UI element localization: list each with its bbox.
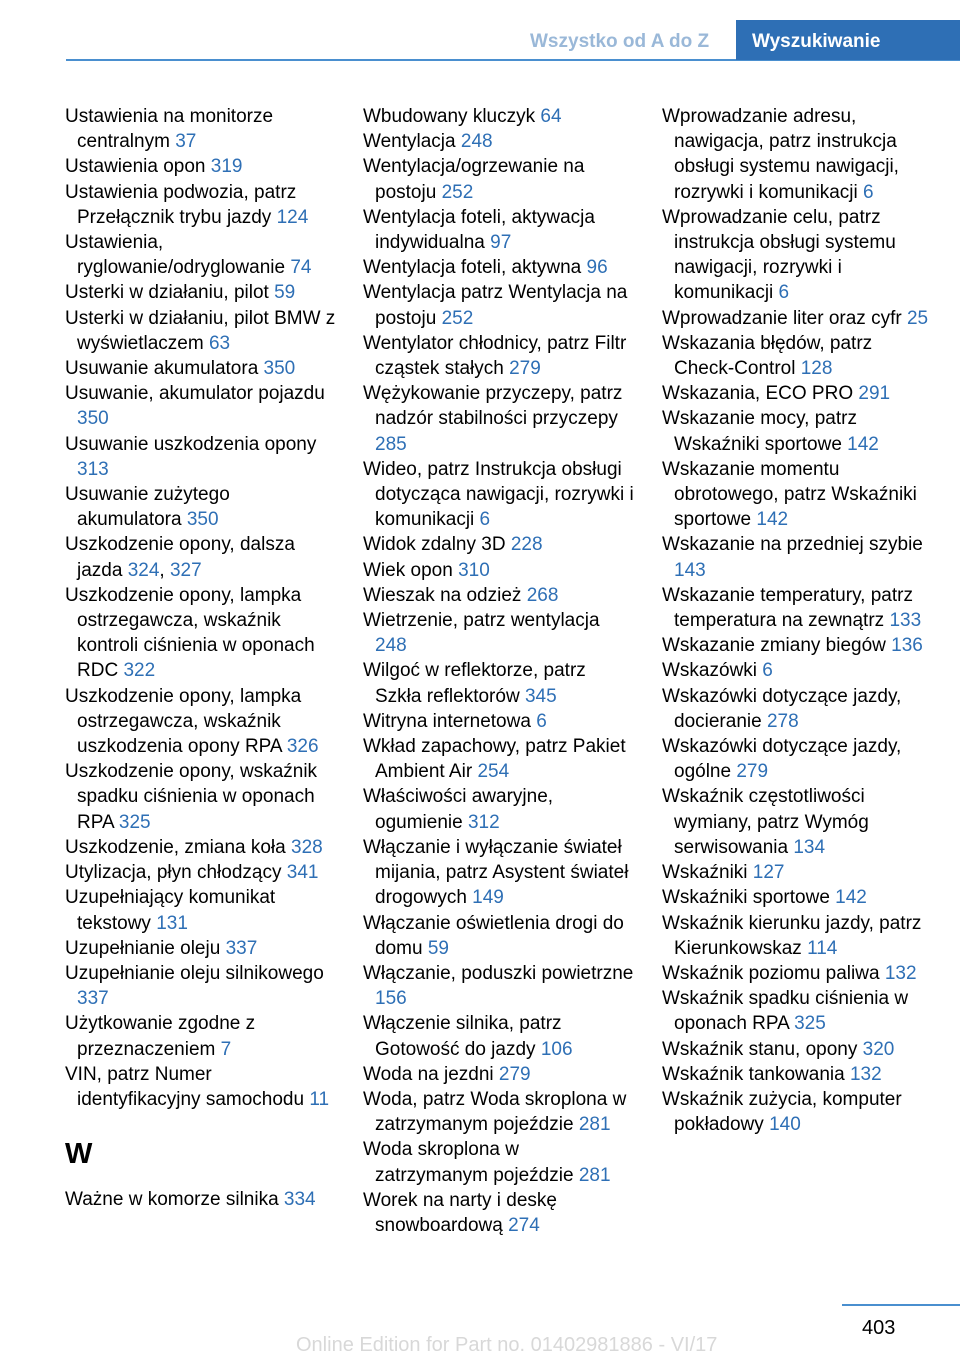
page-link[interactable]: 268 <box>526 584 559 606</box>
page-link[interactable]: 37 <box>175 131 197 153</box>
index-entry-text: Włączenie silnika, patrz Gotowość do jazdy <box>363 1013 562 1060</box>
index-entry <box>363 381 635 457</box>
index-entry-text: Wskaźnik poziomu paliwa <box>662 962 880 984</box>
page-link[interactable]: 252 <box>441 181 474 203</box>
index-entry-text: Wskazówki dotyczące jazdy, docieranie <box>662 685 902 732</box>
index-entry <box>65 154 337 179</box>
index-entry <box>363 1188 635 1238</box>
index-entry-text: Usuwanie akumulatora <box>65 358 259 380</box>
index-entry-text: Wkład zapachowy, patrz Pakiet Ambient Air <box>363 736 626 783</box>
index-entry <box>662 1062 934 1087</box>
index-entry <box>662 986 934 1036</box>
index-entry-text: Usterki w działaniu, pilot BMW z wyświetlaczem <box>65 307 336 354</box>
index-entry-text: Uszkodzenie opony, lampka ostrzegawcza, wskaźnik uszkodzenia opony RPA <box>65 685 302 758</box>
index-entry-text: Wskaźnik kierunku jazdy, patrz Kierunkowskaz <box>662 912 922 959</box>
index-entry <box>363 154 635 204</box>
index-entry-text: Wilgoć w reflektorze, patrz Szkła reflektorów <box>363 660 586 707</box>
page-link[interactable]: 74 <box>290 257 312 279</box>
page-number: 403 <box>862 1317 896 1339</box>
index-entry <box>363 558 635 583</box>
index-entry <box>363 835 635 911</box>
index-entry-text: Wskazówki <box>662 660 758 682</box>
index-entry-text: Wentylacja foteli, aktywacja indywidualna <box>363 206 595 254</box>
page-link[interactable]: 281 <box>578 1164 611 1186</box>
index-entry-text: Usuwanie uszkodzenia opony <box>65 433 317 455</box>
index-entry <box>363 205 635 255</box>
page-link[interactable]: 228 <box>510 534 543 556</box>
page-link[interactable]: 281 <box>578 1114 611 1136</box>
page-link[interactable]: 319 <box>210 156 243 178</box>
index-entry-text: Wskazania, ECO PRO <box>662 383 854 405</box>
page-link[interactable]: 278 <box>766 710 799 732</box>
page-link[interactable]: 11 <box>309 1088 330 1110</box>
index-entry <box>363 104 635 129</box>
index-entry <box>65 684 337 760</box>
index-entry-text: Usuwanie, akumulator pojazdu <box>65 383 325 405</box>
index-entry-text: Wskazania błędów, patrz Check-Control <box>662 332 873 380</box>
index-entry-text: Wężykowanie przyczepy, patrz nadzór stabilności przyczepy <box>363 383 623 430</box>
index-entry <box>662 961 934 986</box>
index-entry <box>662 306 934 331</box>
index-entry-text: Wprowadzanie adresu, nawigacja, patrz instrukcja obsługi systemu nawigacji, rozrywki i komunikacji <box>662 106 899 203</box>
index-entry-text: Wideo, patrz Instrukcja obsługi dotycząca nawigacji, rozrywki i komunikacji <box>363 458 634 531</box>
index-entry-text: Wskaźnik częstotliwości wymiany, patrz Wymóg serwisowania <box>662 786 869 858</box>
page-link[interactable]: 7 <box>220 1038 232 1060</box>
page-link[interactable]: 322 <box>123 660 156 682</box>
page-link[interactable]: 156 <box>375 988 407 1010</box>
page-link[interactable]: 341 <box>286 862 319 884</box>
index-entry <box>363 961 635 1011</box>
index-entry <box>363 658 635 708</box>
page-link[interactable]: 63 <box>208 332 231 354</box>
index-entry <box>363 734 635 784</box>
index-entry <box>65 381 337 431</box>
index-entry <box>65 961 337 1011</box>
index-entry <box>363 709 635 734</box>
index-entry-text: Wskaźniki sportowe <box>662 887 830 909</box>
index-entry <box>65 936 337 961</box>
page-link[interactable]: 279 <box>498 1063 531 1085</box>
page-link[interactable]: 124 <box>276 206 309 228</box>
index-entry-text: Utylizacja, płyn chłodzący <box>65 862 282 884</box>
index-entry-text: Wskaźniki <box>662 862 748 884</box>
index-entry-text: Uszkodzenie opony, dalsza jazda <box>65 534 295 581</box>
page-link[interactable]: 132 <box>849 1063 882 1085</box>
index-entry <box>662 1037 934 1062</box>
index-entry <box>363 457 635 533</box>
page-link[interactable]: 59 <box>274 282 296 304</box>
active-tab-label: Wyszukiwanie <box>752 31 881 52</box>
index-entry-text: Ustawienia na monitorze centralnym <box>65 106 274 153</box>
index-entry <box>363 532 635 557</box>
index-entry-text: Woda na jezdni <box>363 1063 494 1085</box>
index-entry <box>65 885 337 935</box>
index-entry-text: Woda, patrz Woda skroplona w zatrzymanym pojeździe <box>363 1088 627 1136</box>
index-entry-text: Wentylator chłodnicy, patrz Filtr cząstek stałych <box>363 332 627 380</box>
index-entry <box>363 255 635 280</box>
page-link[interactable]: 279 <box>736 761 769 783</box>
page-link[interactable]: 254 <box>477 761 510 783</box>
index-entry <box>65 230 337 280</box>
index-entry-text: Widok zdalny 3D <box>363 534 506 556</box>
index-entry <box>363 608 635 658</box>
page-link[interactable]: 350 <box>186 509 219 531</box>
page-link[interactable]: 325 <box>794 1013 826 1035</box>
index-entry-text: VIN, patrz Numer identyfikacyjny samochodu <box>65 1063 305 1110</box>
index-entry-text: Wskaźnik tankowania <box>662 1063 845 1085</box>
index-entry <box>662 734 934 784</box>
page-link[interactable]: 142 <box>835 887 867 909</box>
page-link[interactable]: 114 <box>807 937 838 959</box>
index-entry <box>662 684 934 734</box>
index-entry <box>363 784 635 834</box>
index-entry-text: Wskazanie momentu obrotowego, patrz Wskaźniki sportowe <box>662 458 917 531</box>
index-entry <box>65 104 337 154</box>
page-link[interactable]: 64 <box>540 106 562 127</box>
page-link[interactable]: 142 <box>756 509 789 531</box>
page-link[interactable]: 310 <box>458 559 490 581</box>
index-entry <box>662 860 934 885</box>
index-entry <box>65 180 337 230</box>
index-entry-text: Ustawienia opon <box>65 156 206 178</box>
page-link[interactable]: 324 <box>127 559 160 581</box>
index-entry-text: Wprowadzanie celu, patrz instrukcja obsługi systemu nawigacji, rozrywki i komunikacji <box>662 206 896 304</box>
index-entry <box>363 1011 635 1061</box>
page-link[interactable]: 106 <box>540 1038 573 1060</box>
index-entry <box>662 784 934 860</box>
index-entry-text: Ważne w komorze silnika <box>65 1189 279 1211</box>
index-entry: Uszkodzenie opony, dalsza jazda 324, 327 <box>65 534 295 581</box>
page-link[interactable]: 132 <box>884 962 917 984</box>
page-link[interactable]: 59 <box>427 937 449 959</box>
index-entry-text: Wentylacja foteli, aktywna <box>363 257 582 279</box>
index-entry <box>662 633 934 658</box>
index-entry <box>662 911 934 961</box>
page-link[interactable]: 328 <box>291 836 323 858</box>
index-entry <box>662 583 934 633</box>
index-entry <box>363 583 635 608</box>
page-link[interactable]: 140 <box>769 1114 801 1136</box>
index-column-3 <box>662 104 934 1137</box>
index-entry-text: Wprowadzanie liter oraz cyfr <box>662 307 902 329</box>
page-link[interactable]: 6 <box>479 509 491 531</box>
page-link[interactable]: 312 <box>467 811 500 833</box>
page-link[interactable]: 97 <box>490 232 512 254</box>
index-entry-text: Wietrzenie, patrz wentylacja <box>363 610 600 632</box>
index-entry <box>363 1087 635 1137</box>
page-link[interactable]: 291 <box>858 383 891 405</box>
index-entry <box>65 432 337 482</box>
index-entry <box>363 1062 635 1087</box>
index-entry-text: Uzupełnianie oleju silnikowego <box>65 962 324 984</box>
index-entry-text: Usuwanie zużytego akumulatora <box>65 484 230 531</box>
page-link[interactable]: 143 <box>674 559 706 581</box>
page-link[interactable]: 128 <box>800 358 833 380</box>
page-link[interactable]: 248 <box>460 131 493 153</box>
index-entry <box>363 911 635 961</box>
page-link[interactable]: 149 <box>472 887 504 909</box>
page-link[interactable]: 6 <box>762 660 773 682</box>
index-entry-text: Wskaźnik spadku ciśnienia w oponach RPA <box>662 988 909 1035</box>
index-entry-text: Użytkowanie zgodne z przeznaczeniem <box>65 1013 256 1060</box>
page-link[interactable]: 337 <box>77 988 109 1010</box>
index-entry <box>363 1137 635 1187</box>
page-link[interactable]: 134 <box>793 836 826 858</box>
index-entry <box>662 1087 934 1137</box>
index-entry-text: Wentylacja patrz Wentylacja na postoju <box>363 282 628 329</box>
index-entry <box>65 583 337 684</box>
page-link[interactable]: 133 <box>889 610 922 632</box>
index-entry <box>662 331 934 381</box>
index-entry-text: Wskazanie na przedniej szybie <box>662 534 923 556</box>
edition-footer: Online Edition for Part no. 01402981886 - VI/17 <box>296 1334 718 1356</box>
index-entry-text: Wskazanie mocy, patrz Wskaźniki sportowe <box>662 408 857 455</box>
page-link[interactable]: 25 <box>906 307 929 329</box>
index-entry <box>662 381 934 406</box>
index-column-2 <box>363 104 635 1238</box>
index-letter-heading: W <box>65 1138 93 1171</box>
index-entry <box>65 306 337 356</box>
index-entry <box>662 457 934 533</box>
index-entry-text: Wskaźnik zużycia, komputer pokładowy <box>662 1088 902 1136</box>
index-entry-text: Włączanie i wyłączanie świateł mijania, patrz Asystent świateł drogowych <box>363 836 629 909</box>
page-link[interactable]: 136 <box>891 635 923 657</box>
index-entry-text: Wskazówki dotyczące jazdy, ogólne <box>662 736 902 783</box>
index-entry <box>662 205 934 306</box>
page-link[interactable]: 320 <box>862 1038 895 1060</box>
index-entry-text: Wbudowany kluczyk <box>363 106 536 127</box>
page-link[interactable]: 279 <box>509 358 541 380</box>
index-entry-text: Uzupełniający komunikat tekstowy <box>65 887 276 934</box>
page-link[interactable]: 325 <box>118 811 151 833</box>
active-tab[interactable] <box>736 20 960 60</box>
index-entry-text: Włączanie oświetlenia drogi do domu <box>363 912 624 959</box>
page-link[interactable]: 131 <box>156 912 188 934</box>
page-link[interactable]: 6 <box>536 710 547 732</box>
page-link[interactable]: 6 <box>778 282 790 304</box>
page-link[interactable]: 350 <box>263 358 296 380</box>
index-entry <box>65 759 337 835</box>
page-link[interactable]: 274 <box>508 1214 540 1236</box>
page-link[interactable]: 96 <box>586 257 608 279</box>
index-entry <box>65 482 337 532</box>
index-entry-text: Wskazanie temperatury, patrz temperatura na zewnątrz <box>662 584 913 632</box>
index-column-1 <box>65 104 337 1212</box>
index-entry <box>65 1062 337 1112</box>
page-link[interactable]: 285 <box>375 433 407 455</box>
index-entry-text: Wiek opon <box>363 559 453 581</box>
index-entry-text: Włączanie, poduszki powietrzne <box>363 962 634 984</box>
index-entry <box>662 532 934 582</box>
index-entry-text: Uszkodzenie opony, lampka ostrzegawcza, wskaźnik kontroli ciśnienia w oponach RDC <box>65 584 315 682</box>
page-link[interactable]: 337 <box>225 937 258 959</box>
page-link[interactable]: 142 <box>847 433 879 455</box>
index-entry <box>65 1011 337 1061</box>
index-entry-text: Worek na narty i deskę snowboardową <box>363 1189 557 1236</box>
index-entry-text: Wieszak na odzież <box>363 584 522 606</box>
index-entry-text: Wskaźnik stanu, opony <box>662 1038 858 1060</box>
page-link[interactable]: 350 <box>77 408 109 430</box>
index-entry-text: Ustawienia podwozia, patrz Przełącznik trybu jazdy <box>65 181 297 228</box>
page-link[interactable]: 327 <box>169 559 202 581</box>
index-entry-text: Uszkodzenie opony, wskaźnik spadku ciśnienia w oponach RPA <box>65 761 318 833</box>
index-entry <box>65 1187 337 1212</box>
index-entry <box>363 129 635 154</box>
index-entry-text: Usterki w działaniu, pilot <box>65 282 269 304</box>
index-entry-text: Wskazanie zmiany biegów <box>662 635 886 657</box>
page-link[interactable]: 334 <box>283 1189 316 1211</box>
page-link[interactable]: 252 <box>441 307 474 329</box>
page-link[interactable]: 6 <box>862 181 874 203</box>
index-entry <box>65 356 337 381</box>
index-entry <box>65 860 337 885</box>
index-entry-text: Witryna internetowa <box>363 710 531 732</box>
index-entry <box>363 280 635 330</box>
index-entry-text: Wentylacja <box>363 131 456 153</box>
footer-rule <box>842 1304 960 1306</box>
index-entry <box>65 835 337 860</box>
index-entry-text: Uszkodzenie, zmiana koła <box>65 836 286 858</box>
index-entry-text: Właściwości awaryjne, ogumienie <box>363 786 554 833</box>
section-title[interactable]: Wszystko od A do Z <box>530 31 710 52</box>
page-link[interactable]: 345 <box>524 685 557 707</box>
index-entry-text: Woda skroplona w zatrzymanym pojeździe <box>363 1139 574 1186</box>
index-entry <box>662 885 934 910</box>
index-entry-text: Ustawienia, ryglowanie/odryglowanie <box>65 232 286 279</box>
index-entry <box>65 280 337 305</box>
page-link[interactable]: 127 <box>752 862 785 884</box>
index-entry <box>662 406 934 456</box>
page-link[interactable]: 313 <box>77 458 109 480</box>
page-link[interactable]: 248 <box>375 635 407 657</box>
index-entry <box>662 104 934 205</box>
page-link[interactable]: 326 <box>286 736 319 758</box>
index-entry <box>363 331 635 381</box>
index-entry-text: Wentylacja/ogrzewanie na postoju <box>363 156 585 203</box>
index-entry <box>662 658 934 683</box>
index-entry-text: Uzupełnianie oleju <box>65 937 221 959</box>
